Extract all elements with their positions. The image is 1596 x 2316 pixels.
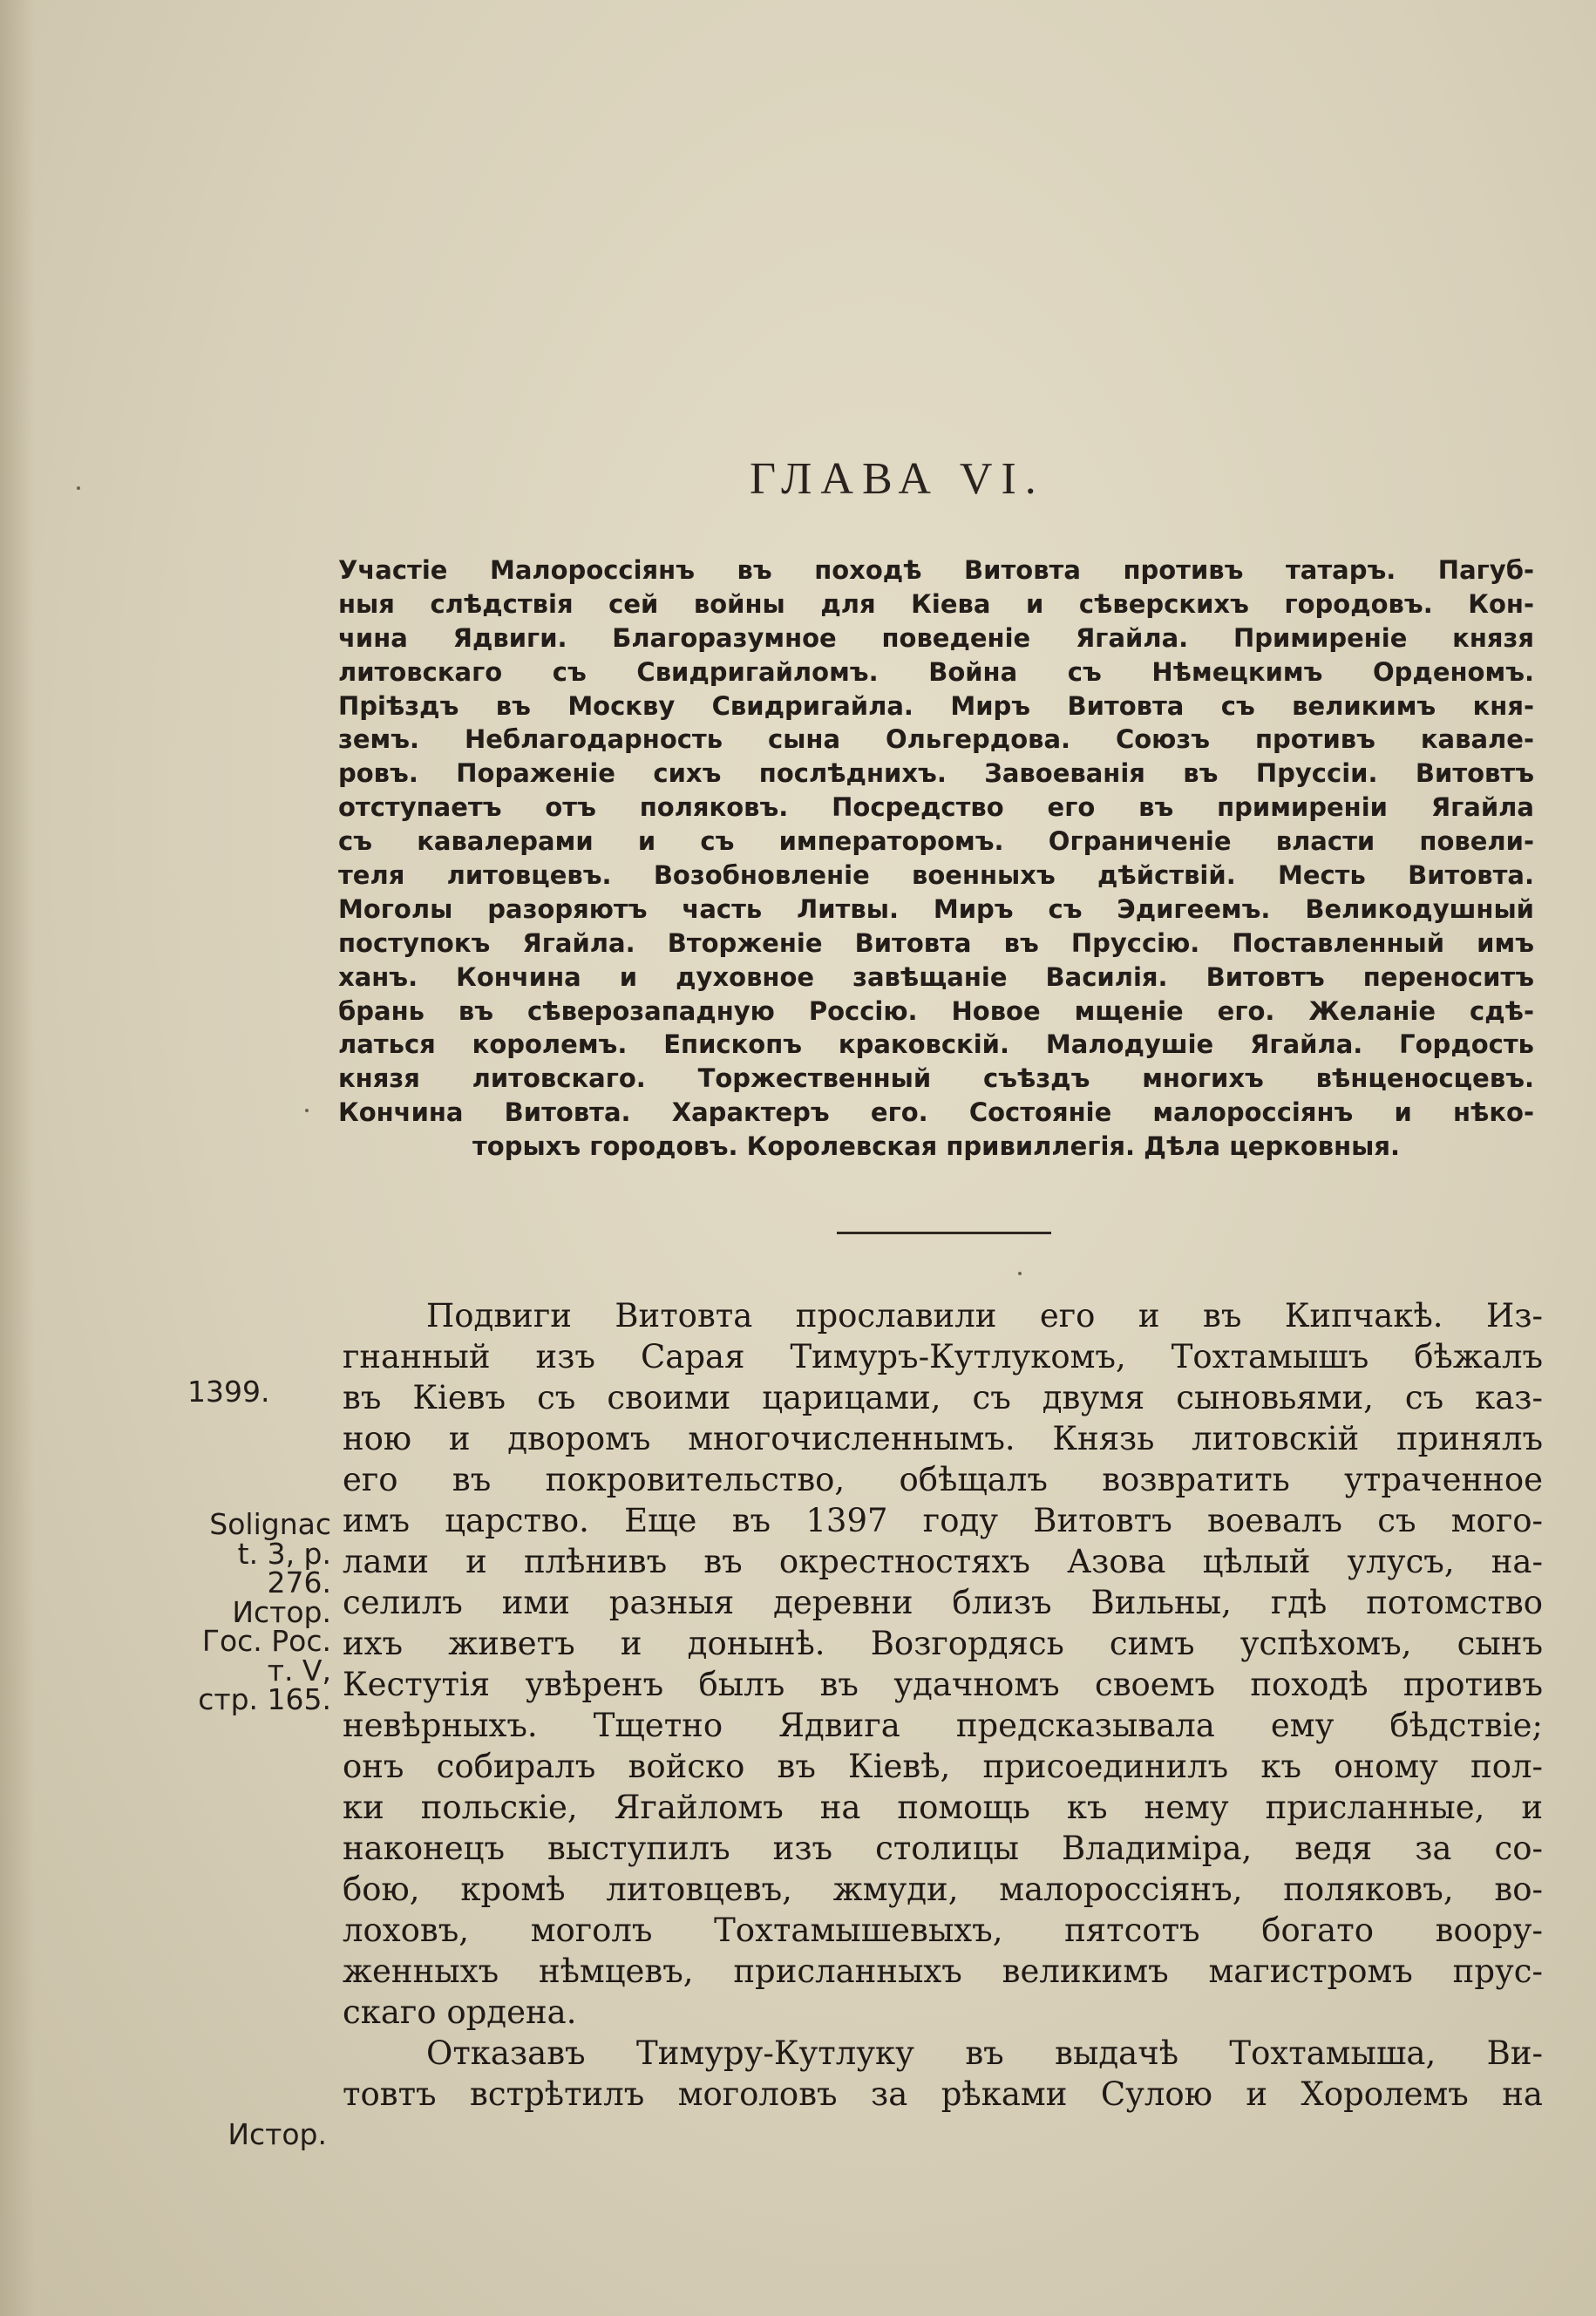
body-line: его въ покровительство, обѣщалъ возвратить утраченное — [343, 1461, 1543, 1498]
summary-line: литовскаго съ Свидригайломъ. Война съ Нѣмецкимъ Орденомъ. — [338, 656, 1534, 687]
margin-ref-line: 276. — [267, 1566, 331, 1599]
margin-reference-istor: Истор. — [228, 2117, 327, 2151]
margin-ref-line: t. 3, p. — [237, 1536, 331, 1571]
paper-speck — [1018, 1272, 1022, 1275]
body-line: женныхъ нѣмцевъ, присланныхъ великимъ магистромъ прус- — [343, 1953, 1543, 1990]
summary-line: отступаетъ отъ поляковъ. Посредство его въ примиреніи Ягайла — [338, 792, 1534, 823]
body-line: ихъ живетъ и донынѣ. Возгордясь симъ успѣхомъ, сынъ — [343, 1625, 1543, 1662]
page-edge-shadow — [0, 0, 35, 2316]
summary-line: Пріѣздъ въ Москву Свидригайла. Миръ Витовта съ великимъ кня- — [338, 690, 1534, 721]
summary-line: торыхъ городовъ. Королевская привиллегія. Дѣла церковныя. — [472, 1131, 1400, 1162]
chapter-summary — [338, 554, 1534, 1164]
summary-line: теля литовцевъ. Возобновленіе военныхъ дѣйствій. Месть Витовта. — [338, 860, 1534, 891]
body-line: селилъ ими разныя деревни близъ Вильны, гдѣ потомство — [343, 1584, 1543, 1621]
body-line: онъ собиралъ войско въ Кіевѣ, присоединилъ къ оному пол- — [343, 1748, 1543, 1785]
margin-ref-line: Solignac — [209, 1507, 331, 1541]
summary-line: Участіе Малороссіянъ въ походѣ Витовта противъ татаръ. Пагуб- — [338, 555, 1534, 585]
body-line: лоховъ, моголъ Тохтамышевыхъ, пятсотъ богато вооpу- — [343, 1912, 1543, 1949]
body-line: товтъ встрѣтилъ моголовъ за рѣками Сулою и Хоролемъ на — [343, 2075, 1543, 2113]
body-line: бою, кромѣ литовцевъ, жмуди, малороссіянъ, поляковъ, во- — [343, 1871, 1543, 1908]
body-line: лами и плѣнивъ въ окрестностяхъ Азова цѣлый улусъ, на- — [343, 1543, 1543, 1580]
summary-line: чина Ядвиги. Благоразумное поведеніе Ягайла. Примиреніе князя — [338, 622, 1534, 653]
margin-ref-line: т. V, — [267, 1653, 331, 1688]
summary-line: съ кавалерами и съ императоромъ. Ограниченіе власти повели- — [338, 826, 1534, 857]
body-line: имъ царство. Еще въ 1397 году Витовтъ воевалъ съ мого- — [343, 1502, 1543, 1539]
summary-line: земъ. Неблагодарность сына Ольгердова. Союзъ противъ кавале- — [338, 724, 1534, 755]
body-line: Отказавъ Тимуру-Кутлуку въ выдачѣ Тохтамыша, Ви- — [426, 2034, 1543, 2072]
body-line: гнанный изъ Сарая Тимуръ-Кутлукомъ, Тохтамышъ бѣжалъ — [343, 1338, 1543, 1375]
summary-line: ханъ. Кончина и духовное завѣщаніе Василія. Витовтъ переноситъ — [338, 961, 1534, 992]
margin-reference-solignac — [196, 1507, 331, 1716]
body-line: Кестутія увѣренъ былъ въ удачномъ своемъ походѣ противъ — [343, 1666, 1543, 1703]
margin-year: 1399. — [187, 1375, 270, 1409]
summary-line: поступокъ Ягайла. Вторженіе Витовта въ Пруссію. Поставленный имъ — [338, 927, 1534, 958]
body-line: скаго ордена. — [343, 1993, 577, 2031]
summary-line: князя литовскаго. Торжественный съѣздъ многихъ вѣнценосцевъ. — [338, 1063, 1534, 1094]
summary-line: брань въ сѣверозападную Россію. Новое мщеніе его. Желаніе сдѣ- — [338, 995, 1534, 1026]
body-line: наконецъ выступилъ изъ столицы Владиміра, ведя за со- — [343, 1830, 1543, 1867]
paper-speck — [305, 1109, 309, 1112]
summary-line: латься королемъ. Епископъ краковскій. Малодушіе Ягайла. Гордость — [338, 1029, 1534, 1060]
paper-speck — [77, 486, 80, 490]
margin-ref-line: стр. 165. — [198, 1682, 331, 1716]
body-line: ною и дворомъ многочисленнымъ. Князь литовскій принялъ — [343, 1420, 1543, 1457]
body-text — [343, 1295, 1543, 2115]
body-line: Подвиги Витовта прославили его и въ Кипчакѣ. Из- — [426, 1297, 1543, 1335]
summary-line: ныя слѣдствія сей войны для Кіева и сѣверскихъ городовъ. Кон- — [338, 588, 1534, 619]
margin-ref-line: Гос. Рос. — [201, 1624, 331, 1658]
summary-line: ровъ. Пораженіе сихъ послѣднихъ. Завоеванія въ Пруссіи. Витовтъ — [338, 758, 1534, 789]
summary-line: Моголы разоряютъ часть Литвы. Миръ съ Эдигеемъ. Великодушный — [338, 893, 1534, 924]
chapter-title: ГЛАВА VI. — [750, 454, 1045, 504]
summary-line: Кончина Витовта. Характеръ его. Состояніе малороссіянъ и нѣко- — [338, 1097, 1534, 1128]
body-line: невѣрныхъ. Тщетно Ядвига предсказывала ему бѣдствіе; — [343, 1707, 1543, 1744]
body-line: въ Кіевъ съ своими царицами, съ двумя сыновьями, съ каз- — [343, 1379, 1543, 1416]
section-divider — [837, 1232, 1051, 1234]
body-line: ки польскіе, Ягайломъ на помощь къ нему присланные, и — [343, 1789, 1543, 1826]
margin-ref-line: Истор. — [232, 1594, 331, 1629]
